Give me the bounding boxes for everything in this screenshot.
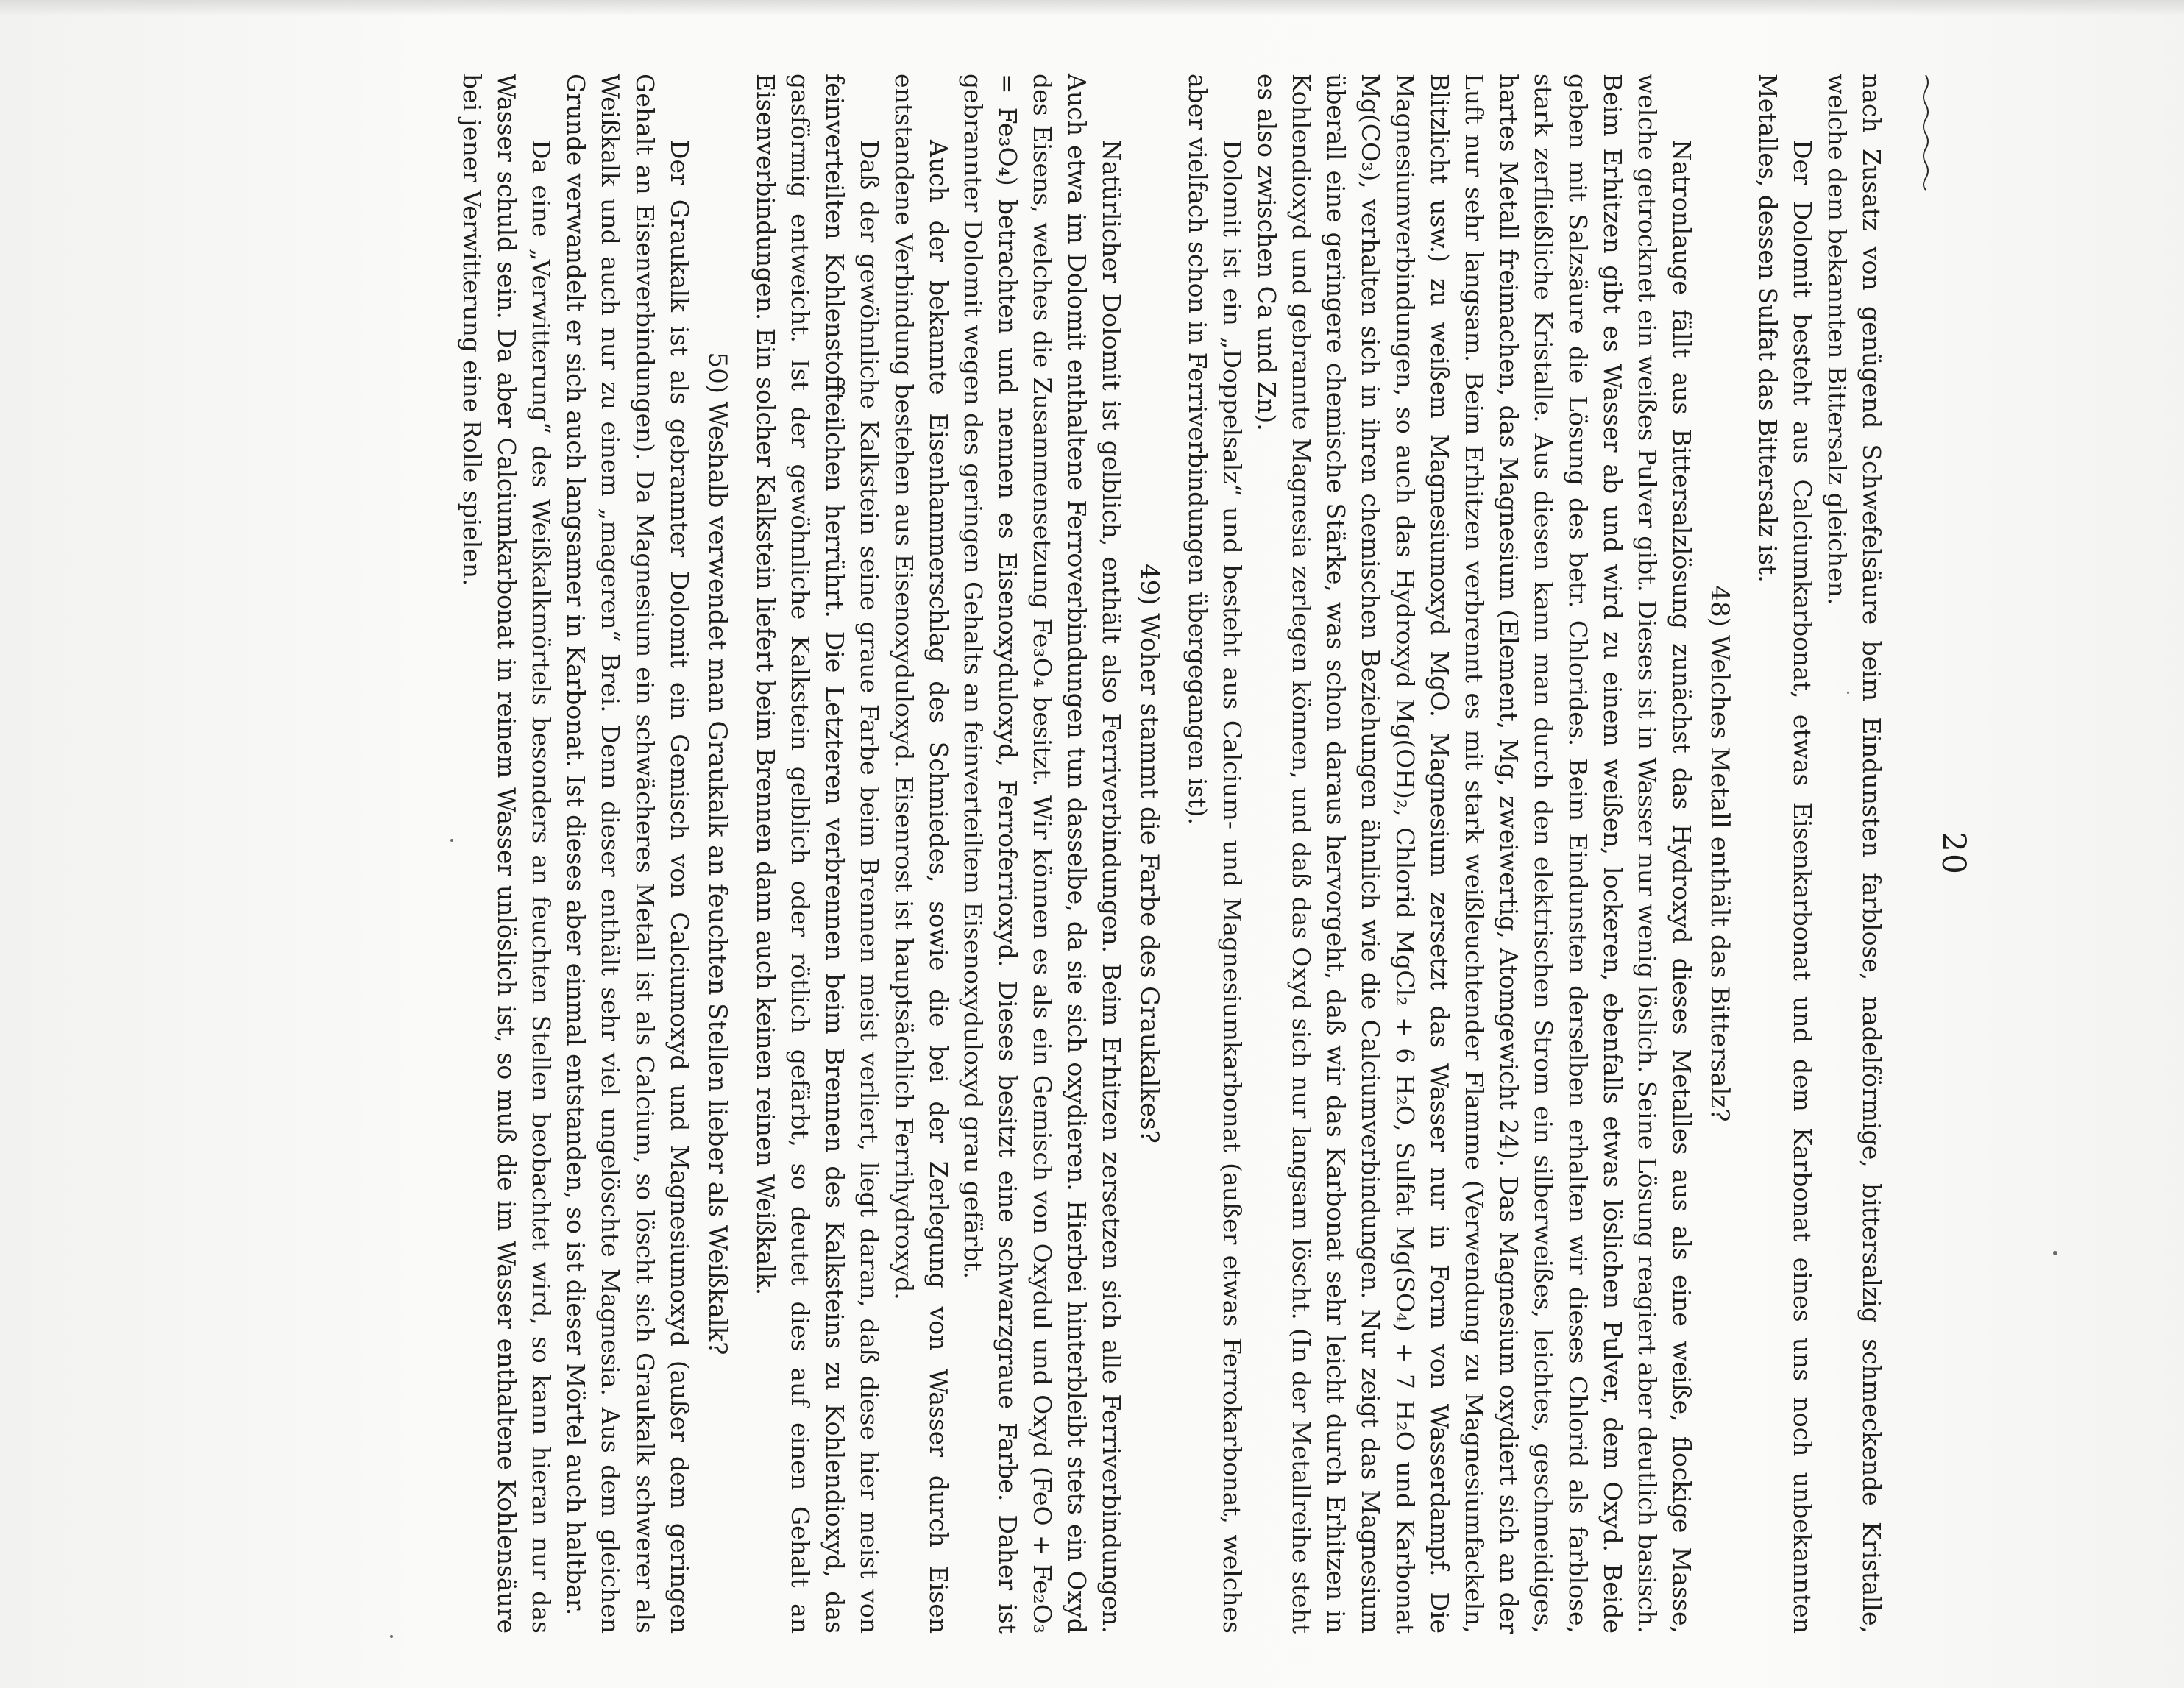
scan-speck [1847, 692, 1849, 694]
question-49-heading: 49) Woher stammt die Farbe des Graukalkes? [1135, 564, 1164, 1143]
page-number: 20 [1935, 831, 1972, 876]
flourish-ornament [1921, 74, 1930, 191]
intro-paragraph-2: Der Dolomit besteht aus Calciumkarbonat, etwas Eisenkarbonat und dem Karbonat eines uns noch unbekannten Metalles, dessen Sulfat das Bittersalz ist. [1754, 74, 1817, 1634]
q49-paragraph-2: Auch der bekannte Eisenhammerschlag des Schmiedes, sowie die bei der Zerlegung von Wasser durch Eisen entstandene Verbindung bestehen aus Eisenoxyduloxyd. Eisenrost ist hauptsächlich Ferrihydroxyd. [890, 74, 953, 1634]
q49-paragraph-3: Daß der gewöhnliche Kalkstein seine graue Farbe beim Brennen meist verliert, liegt daran, daß diese hier meist von feinverteilten Kohlenstoffteilchen herrührt. Die Letzteren verbrennen beim Brennen des Kalksteins zu Kohlendioxyd, das gasförmig entweicht. Ist der gewöhnliche Kalkstein gelblich oder rötlich gefärbt, so deutet dies auf einen Gehalt an Eisenverbindungen. Ein solcher Kalkstein liefert beim Brennen dann auch keinen reinen Weißkalk. [751, 74, 884, 1634]
question-48-heading: 48) Welches Metall enthält das Bittersalz? [1705, 585, 1734, 1122]
q50-paragraph-2: Da eine „Verwitterung“ des Weißkalkmörtels besonders an feuchten Stellen beobachtet wird, so kann hieran nur das Wasser schuld sein. Da aber Calciumkarbonat in reinem Wasser unlöslich ist, so muß die im Wasser enthaltene Kohlensäure bei jener Verwitterung eine Rolle spielen. [458, 74, 556, 1634]
scan-speck [2053, 1251, 2057, 1255]
rotated-text-block [221, 74, 1972, 1634]
q50-paragraph-1: Der Graukalk ist als gebrannter Dolomit ein Gemisch von Calciumoxyd und Magnesiumoxyd (außer dem geringen Gehalt an Eisenverbindungen). Da Magnesium ein schwächeres Metall ist als Calcium, so löscht sich Graukalk schwerer als Weißkalk und auch nur zu einem „mageren“ Brei. Denn dieser enthält sehr viel ungelöschte Magnesia. Aus dem gleichen Grunde verwandelt er sich auch langsamer in Karbonat. Ist dieses aber einmal entstanden, so ist dieser Mörtel auch haltbar. [561, 74, 694, 1634]
q48-paragraph-2: Dolomit ist ein „Doppelsalz“ und besteht aus Calcium- und Magnesiumkarbonat (außer etwas Ferrokarbonat, welches aber vielfach schon in Ferriverbindungen übergegangen ist). [1183, 74, 1247, 1634]
q48-paragraph-1: Natronlauge fällt aus Bittersalzlösung zunächst das Hydroxyd dieses Metalles aus als eine weiße, flockige Masse, welche getrocknet ein weißes Pulver gibt. Dieses ist in Wasser nur wenig löslich. Seine Lösung reagiert aber deutlich basisch. Beim Erhitzen gibt es Wasser ab und wird zu einem weißen, lockeren, ebenfalls etwas löslichen Pulver, dem Oxyd. Beide geben mit Salzsäure die Lösung des betr. Chlorides. Beim Eindunsten derselben erhalten wir dieses Chlorid als farblose, stark zerfließliche Kristalle. Aus diesen kann man durch den elektrischen Strom ein silberweißes, leichtes, geschmeidiges, hartes Metall freimachen, das Magnesium (Element, Mg, zweiwertig, Atomgewicht 24). Das Magnesium oxydiert sich an der Luft nur sehr langsam. Beim Erhitzen verbrennt es mit stark weißleuchtender Flamme (Verwendung zu Magnesiumfackeln, Blitzlicht usw.) zu weißem Magnesiumoxyd MgO. Magnesium zersetzt das Wasser nur in Form von Wasserdampf. Die Magnesiumverbindungen, so auch das Hydroxyd Mg(OH)₂, Chlorid MgCl₂ + 6 H₂O, Sulfat Mg(SO₄) + 7 H₂O und Karbonat Mg(CO₃), verhalten sich in ihren chemischen Beziehungen ähnlich wie die Calciumverbindungen. Nur zeigt das Magnesium überall eine geringere chemische Stärke, was schon daraus hervorgeht, daß wir das Karbonat sehr leicht durch Erhitzen in Kohlendioxyd und gebrannte Magnesia zerlegen können, und daß das Oxyd sich nur langsam löscht. (In der Metallreihe steht es also zwischen Ca und Zn). [1252, 74, 1696, 1634]
scan-speck [450, 839, 453, 842]
scan-speck [390, 1635, 393, 1638]
page-edge-shadow [0, 0, 2184, 16]
intro-paragraph-1: nach Zusatz von genügend Schwefelsäure beim Eindunsten farblose, nadelförmige, bittersalzig schmeckende Kristalle, welche dem bekannten Bittersalz gleichen. [1823, 74, 1886, 1634]
question-50-heading: 50) Weshalb verwendet man Graukalk an feuchten Stellen lieber als Weißkalk? [703, 352, 732, 1355]
q49-paragraph-1: Natürlicher Dolomit ist gelblich, enthält also Ferriverbindungen. Beim Erhitzen zersetzen sich alle Ferriverbindungen. Auch etwa im Dolomit enthaltene Ferroverbindungen tun dasselbe, da sie sich oxydieren. Hierbei hinterbleibt stets ein Oxyd des Eisens, welches die Zusammensetzung Fe₃O₄ besitzt. Wir können es als ein Gemisch von Oxydul und Oxyd (FeO + Fe₂O₃ = Fe₃O₄) betrachten und nennen es Eisenoxyduloxyd, Ferroferrioxyd. Dieses besitzt eine schwarzgraue Farbe. Daher ist gebrannter Dolomit wegen des geringen Gehalts an feinverteiltem Eisenoxyduloxyd grau gefärbt. [959, 74, 1126, 1634]
